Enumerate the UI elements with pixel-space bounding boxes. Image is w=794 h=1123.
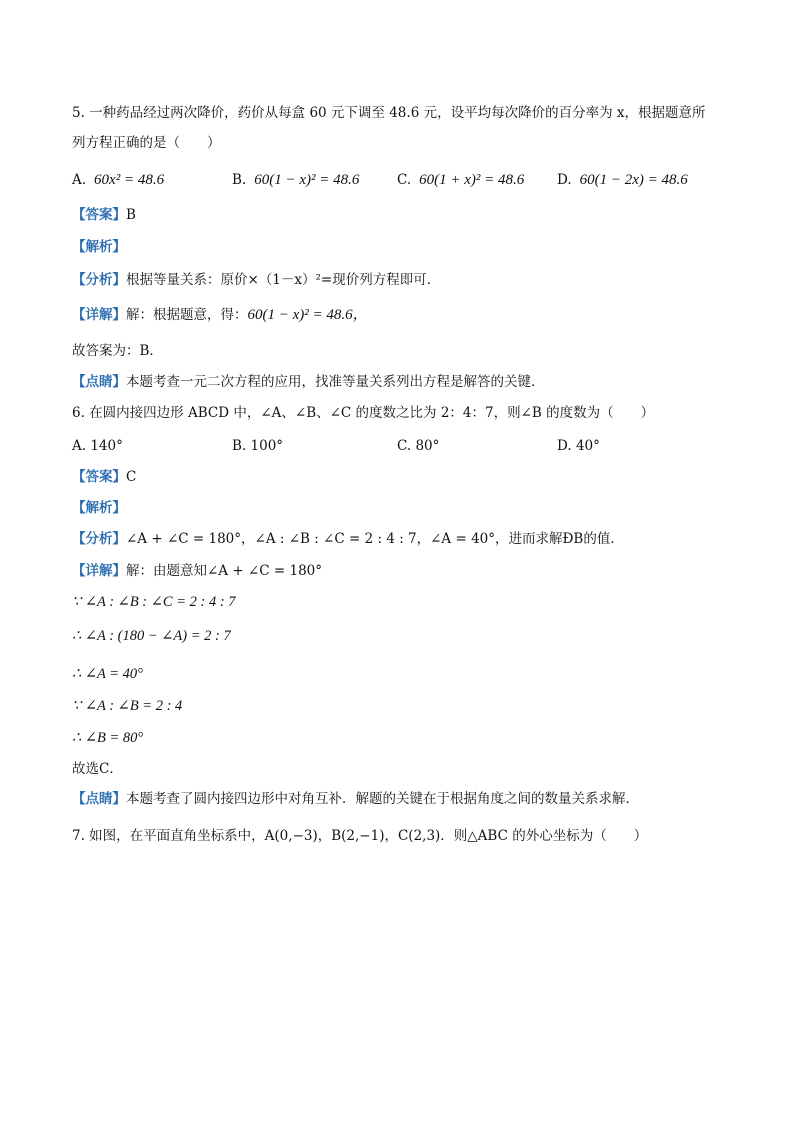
q5-option-b	[232, 171, 359, 189]
option-label: B.	[232, 172, 247, 188]
option-value: 80°	[415, 438, 440, 454]
q6-dianjing	[72, 790, 639, 808]
xiangjie-expr: 60(1 − x)² = 48.6，	[247, 307, 368, 323]
q6-step-1: ∵ ∠A : ∠B : ∠C = 2 : 4 : 7	[72, 594, 236, 610]
xiangjie-text: 解：由题意知∠A + ∠C = 180°	[126, 563, 323, 579]
q5-fenxi	[72, 271, 440, 289]
option-expr: 60x² = 48.6	[94, 172, 165, 188]
option-label: D.	[557, 172, 572, 188]
dianjing-tag: 【点睛】	[72, 374, 126, 390]
q5-answer	[72, 206, 136, 224]
fenxi-tag: 【分析】	[72, 272, 126, 288]
xiangjie-text: 解：根据题意，得：	[126, 307, 248, 323]
xiangjie-tag: 【详解】	[72, 563, 126, 579]
dianjing-tag: 【点睛】	[72, 791, 126, 807]
q6-step-5: ∴ ∠B = 80°	[72, 730, 144, 746]
option-label: C.	[397, 438, 412, 454]
analysis-tag: 【解析】	[72, 239, 126, 255]
answer-tag: 【答案】	[72, 207, 126, 223]
q6-xiangjie	[72, 562, 322, 580]
q6-step-4: ∵ ∠A : ∠B = 2 : 4	[72, 698, 183, 714]
q6-stem: 6. 在圆内接四边形 ABCD 中，∠A、∠B、∠C 的度数之比为 2：4：7，则∠B 的度数为（ ）	[72, 405, 655, 421]
q5-stem-line1: 5. 一种药品经过两次降价，药价从每盒 60 元下调至 48.6 元，设平均每次降价的百分率为 x，根据题意所	[72, 105, 706, 121]
q5-stem-line2: 列方程正确的是（ ）	[72, 135, 221, 151]
option-label: C.	[397, 172, 412, 188]
q5-xiangjie	[72, 306, 368, 324]
option-expr: 60(1 − 2x) = 48.6	[579, 172, 688, 188]
option-label: A.	[72, 438, 87, 454]
q6-step-3: ∴ ∠A = 40°	[72, 666, 143, 682]
q5-dianjing	[72, 373, 545, 391]
q6-option-c	[397, 437, 439, 455]
analysis-tag: 【解析】	[72, 500, 126, 516]
answer-value: B	[126, 207, 136, 223]
fenxi-text: ∠A + ∠C = 180°，∠A : ∠B : ∠C = 2 : 4 : 7，∠A = 40°，进而求解ÐB的值．	[126, 531, 624, 547]
answer-tag: 【答案】	[72, 469, 126, 485]
q6-step-2: ∴ ∠A : (180 − ∠A) = 2 : 7	[72, 628, 231, 644]
q5-option-c	[397, 171, 524, 189]
option-expr: 60(1 + x)² = 48.6	[419, 172, 525, 188]
q5-analysis	[72, 238, 126, 256]
answer-value: C	[126, 469, 137, 485]
dianjing-text: 本题考查了圆内接四边形中对角互补．解题的关键在于根据角度之间的数量关系求解．	[126, 791, 639, 807]
fenxi-tag: 【分析】	[72, 531, 126, 547]
q6-fenxi	[72, 530, 624, 548]
option-expr: 60(1 − x)² = 48.6	[254, 172, 360, 188]
option-label: A.	[72, 172, 87, 188]
option-value: 100°	[250, 438, 284, 454]
q5-option-a	[72, 171, 164, 189]
option-value: 40°	[575, 438, 600, 454]
q6-conclusion: 故选C．	[72, 761, 123, 777]
q5-conclusion: 故答案为：B．	[72, 343, 163, 359]
q6-analysis	[72, 499, 126, 517]
fenxi-text: 根据等量关系：原价×（1－x）²=现价列方程即可．	[126, 272, 441, 288]
option-label: B.	[232, 438, 247, 454]
q6-option-d	[557, 437, 600, 455]
q7-stem: 7. 如图，在平面直角坐标系中，A(0,−3)，B(2,−1)，C(2,3)．则△ABC 的外心坐标为（ ）	[72, 828, 648, 844]
q6-option-b	[232, 437, 283, 455]
dianjing-text: 本题考查一元二次方程的应用，找准等量关系列出方程是解答的关键．	[126, 374, 545, 390]
q6-option-a	[72, 437, 123, 455]
q5-option-d	[557, 171, 688, 189]
xiangjie-tag: 【详解】	[72, 307, 126, 323]
q6-answer	[72, 468, 136, 486]
option-label: D.	[557, 438, 572, 454]
option-value: 140°	[90, 438, 123, 454]
